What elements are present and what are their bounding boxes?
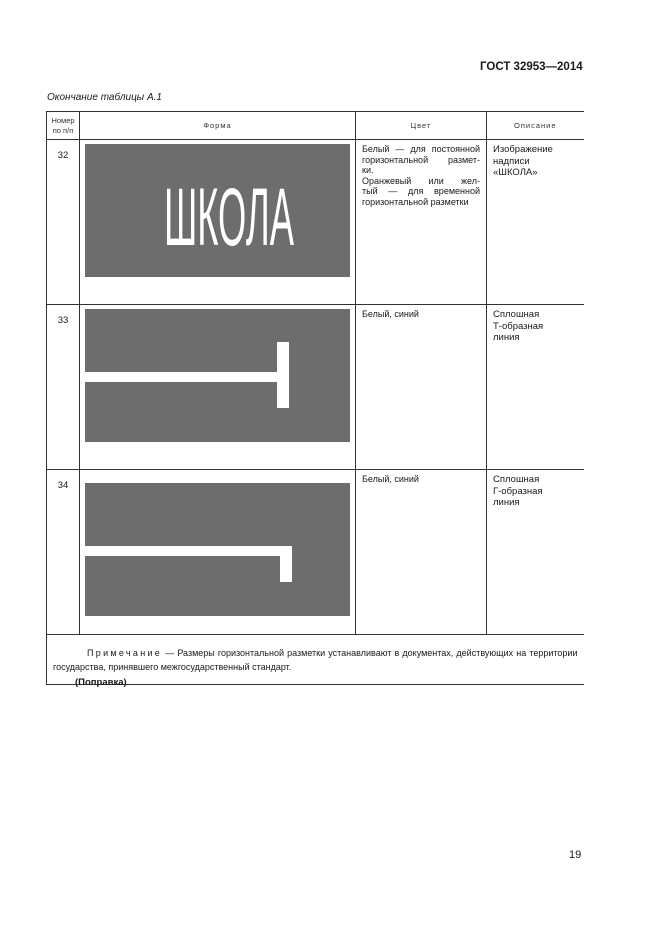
corrigendum-note xyxy=(75,677,129,688)
color-line: Белый, синий xyxy=(362,474,419,484)
color-line: Белый — для постоянной xyxy=(362,144,480,154)
description-cell xyxy=(487,470,584,635)
description-line: Т-образная xyxy=(493,320,544,332)
description-line: «ШКОЛА» xyxy=(493,167,538,178)
column-header-number xyxy=(47,112,80,140)
note-text: — Размеры горизонтальной разметки устанавливают в документах, действующих на территории государства, принявшего межгосударственный стандарт. xyxy=(53,648,578,672)
transverse-line xyxy=(277,342,289,408)
description-line: Сплошная xyxy=(493,474,540,485)
transverse-line xyxy=(280,546,292,582)
description-line: линия xyxy=(493,332,520,343)
table-header-row xyxy=(47,112,584,140)
column-header-color: Цвет xyxy=(356,112,487,140)
color-line: Белый, синий xyxy=(362,309,419,319)
color-line: горизонтальной размет- xyxy=(362,154,480,165)
color-line: ки. xyxy=(362,165,374,175)
form-cell xyxy=(80,470,356,635)
color-cell xyxy=(356,470,487,635)
color-line: тый — для временной xyxy=(362,186,480,196)
column-header-number-line2: по п/п xyxy=(52,125,74,135)
table-row xyxy=(47,305,584,470)
form-cell xyxy=(80,305,356,470)
table-caption: Окончание таблицы А.1 xyxy=(47,92,162,103)
description-cell xyxy=(487,140,584,305)
note-label: Примечание xyxy=(87,648,163,658)
description-line: Изображение xyxy=(493,144,553,155)
standard-code: ГОСТ 32953—2014 xyxy=(480,61,583,73)
color-cell xyxy=(356,140,487,305)
column-header-description: Описание xyxy=(487,112,584,140)
corrigendum-tail: . xyxy=(126,677,130,688)
description-line: Г-образная xyxy=(493,485,543,497)
corrigendum-label: (Поправка) xyxy=(75,677,127,688)
column-header-form: Форма xyxy=(80,112,356,140)
color-cell xyxy=(356,305,487,470)
row-number: 34 xyxy=(47,470,80,635)
description-line: линия xyxy=(493,497,520,508)
page-number: 19 xyxy=(569,849,582,861)
marking-table xyxy=(46,111,584,685)
description-line: надписи xyxy=(493,155,530,167)
table-row xyxy=(47,470,584,635)
longitudinal-line xyxy=(85,372,280,382)
school-marking-text: ШКОЛА xyxy=(164,172,295,264)
description-line: Сплошная xyxy=(493,309,540,320)
school-marking-figure xyxy=(80,140,356,294)
row-number: 32 xyxy=(47,140,80,305)
column-header-number-line1: Номер xyxy=(51,115,75,125)
g-line-marking-figure xyxy=(80,470,356,624)
longitudinal-line xyxy=(85,546,292,556)
color-line: горизонтальной разметки xyxy=(362,196,469,207)
row-number: 33 xyxy=(47,305,80,470)
color-line: Оранжевый или жел- xyxy=(362,175,480,186)
form-cell xyxy=(80,140,356,305)
description-cell xyxy=(487,305,584,470)
table-row xyxy=(47,140,584,305)
t-line-marking-figure xyxy=(80,305,356,459)
